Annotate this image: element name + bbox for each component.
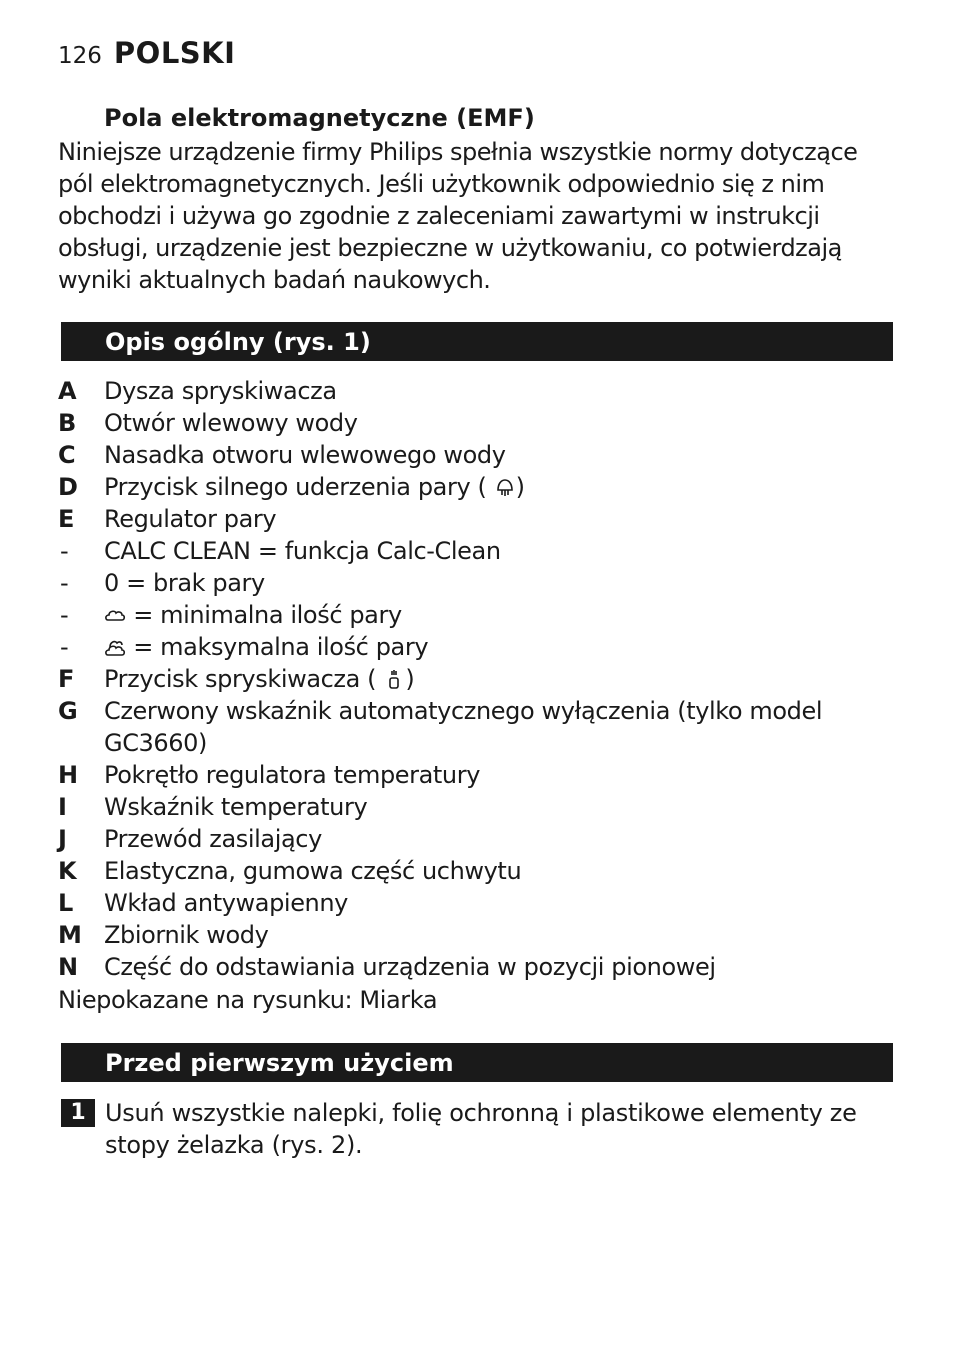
part-marker: J <box>58 825 67 853</box>
part-text-after: ) <box>405 665 415 693</box>
part-marker: B <box>58 409 76 437</box>
part-marker: L <box>58 889 73 917</box>
parts-list-item <box>58 471 898 503</box>
part-marker: H <box>58 761 78 789</box>
cloud-icon <box>104 602 126 624</box>
part-text <box>104 631 898 663</box>
part-text: Nasadka otworu wlewowego wody <box>104 441 506 469</box>
parts-list-item <box>58 663 898 695</box>
part-marker: D <box>58 473 78 501</box>
step-1 <box>61 1097 861 1161</box>
part-text-after: = maksymalna ilość pary <box>126 633 429 661</box>
part-marker: I <box>58 793 67 821</box>
part-text: 0 = brak pary <box>104 569 265 597</box>
part-text-after: ) <box>515 473 525 501</box>
part-marker: K <box>58 857 77 885</box>
part-text: Czerwony wskaźnik automatycznego wyłączenia (tylko model GC3660) <box>104 697 823 757</box>
part-text: Zbiornik wody <box>104 921 269 949</box>
parts-list-item <box>58 375 898 407</box>
parts-list-item <box>58 823 898 855</box>
part-text <box>104 599 898 631</box>
parts-list <box>58 375 898 983</box>
part-marker: G <box>58 697 78 725</box>
part-marker: - <box>60 537 69 565</box>
part-text: Regulator pary <box>104 505 277 533</box>
parts-list-item <box>58 791 898 823</box>
step-text: Usuń wszystkie nalepki, folię ochronną i plastikowe elementy ze stopy żelazka (rys. 2). <box>105 1099 857 1159</box>
spray-icon <box>383 666 405 688</box>
part-text <box>104 663 898 695</box>
parts-list-item <box>58 855 898 887</box>
part-text: Pokrętło regulatora temperatury <box>104 761 481 789</box>
parts-list-item <box>58 919 898 951</box>
part-text: Wkład antywapienny <box>104 889 348 917</box>
part-text: Elastyczna, gumowa część uchwytu <box>104 857 522 885</box>
part-marker: - <box>60 569 69 597</box>
part-text: Dysza spryskiwacza <box>104 377 337 405</box>
part-marker: E <box>58 505 74 533</box>
part-text: CALC CLEAN = funkcja Calc-Clean <box>104 537 501 565</box>
parts-list-item <box>58 695 898 759</box>
before-first-use-heading: Przed pierwszym użyciem <box>105 1049 454 1077</box>
parts-list-item <box>58 631 898 663</box>
general-description-heading: Opis ogólny (rys. 1) <box>105 328 371 356</box>
not-shown-note: Niepokazane na rysunku: Miarka <box>58 986 438 1014</box>
emf-paragraph: Niniejsze urządzenie firmy Philips spełnia wszystkie normy dotyczące pól elektromagnetycznych. Jeśli użytkownik odpowiednio się z nim obchodzi i używa go zgodnie z zaleceniami zawartymi w instrukcji obsługi, urządzenie jest bezpieczne w użytkowaniu, co potwierdzają wyniki aktualnych badań naukowych. <box>58 138 858 294</box>
part-marker: C <box>58 441 76 469</box>
general-description-heading-bar <box>61 322 893 361</box>
parts-list-item <box>58 887 898 919</box>
part-marker: F <box>58 665 74 693</box>
part-marker: A <box>58 377 77 405</box>
parts-list-item <box>58 439 898 471</box>
part-text-after: = minimalna ilość pary <box>126 601 402 629</box>
part-text-before: Przycisk spryskiwacza ( <box>104 665 384 693</box>
part-text: Wskaźnik temperatury <box>104 793 368 821</box>
cloud-max-icon <box>104 634 126 656</box>
parts-list-item <box>58 951 898 983</box>
part-marker: - <box>60 633 69 661</box>
part-marker: M <box>58 921 82 949</box>
emf-title: Pola elektromagnetyczne (EMF) <box>104 104 535 132</box>
parts-list-item <box>58 503 898 535</box>
page-number: 126 <box>58 43 102 69</box>
parts-list-item <box>58 567 898 599</box>
parts-list-item <box>58 407 898 439</box>
step-number-badge: 1 <box>61 1099 95 1127</box>
part-text: Przewód zasilający <box>104 825 322 853</box>
part-text <box>104 471 898 503</box>
part-text: Część do odstawiania urządzenia w pozycji pionowej <box>104 953 716 981</box>
page-header <box>58 36 235 70</box>
part-marker: N <box>58 953 78 981</box>
before-first-use-heading-bar <box>61 1043 893 1082</box>
part-marker: - <box>60 601 69 629</box>
steam-shot-icon <box>494 474 516 496</box>
part-text: Otwór wlewowy wody <box>104 409 358 437</box>
parts-list-item <box>58 599 898 631</box>
parts-list-item <box>58 535 898 567</box>
language-title: POLSKI <box>113 36 236 70</box>
parts-list-item <box>58 759 898 791</box>
part-text-before: Przycisk silnego uderzenia pary ( <box>104 473 494 501</box>
